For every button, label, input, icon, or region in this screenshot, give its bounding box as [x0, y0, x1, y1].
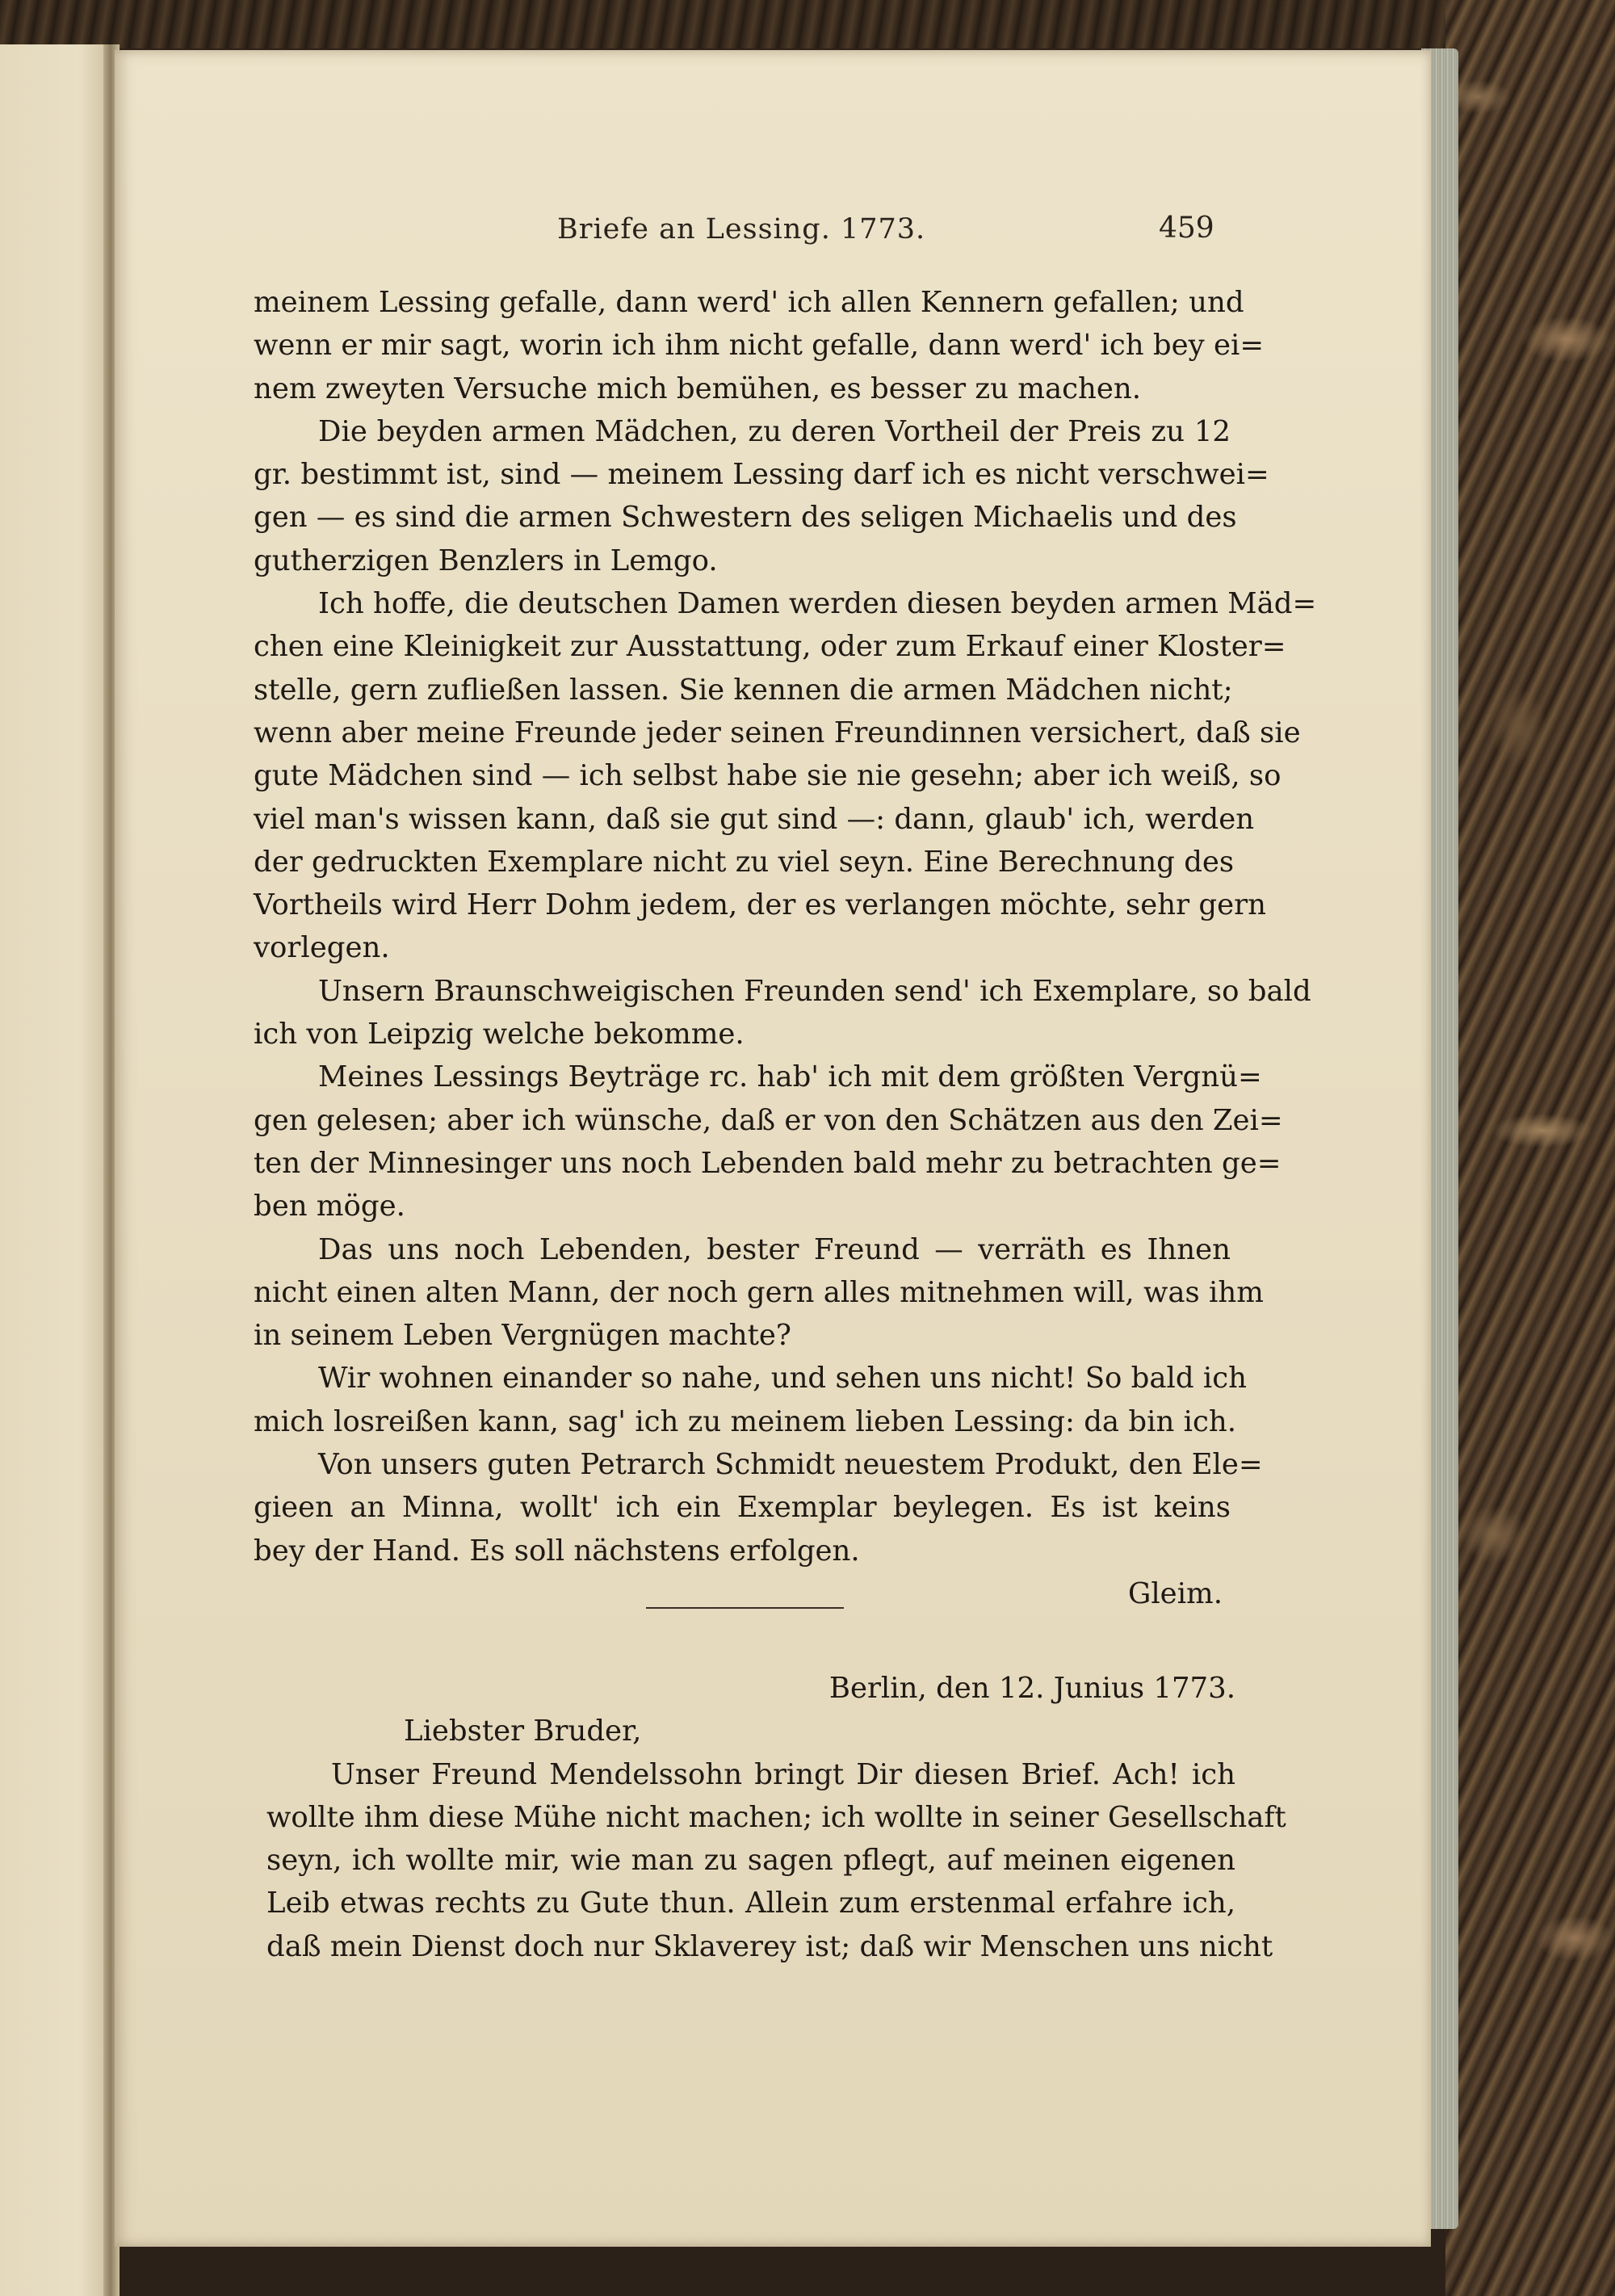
facing-page — [0, 44, 113, 2296]
text-line: gutherzigen Benzlers in Lemgo. — [254, 544, 718, 577]
text-line: nicht einen alten Mann, der noch gern alles mitnehmen will, was ihm — [254, 1275, 1264, 1309]
text-line: Unser Freund Mendelssohn bringt Dir diesen Brief. Ach! ich — [331, 1757, 1235, 1791]
text-line: wenn er mir sagt, worin ich ihm nicht gefalle, dann werd' ich bey ei= — [254, 329, 1265, 363]
text-line: Von unsers guten Petrarch Schmidt neuestem Produkt, den Ele= — [318, 1448, 1263, 1482]
text-line: gr. bestimmt ist, sind — meinem Lessing darf ich es nicht verschwei= — [254, 458, 1269, 492]
text-line: ben möge. — [254, 1190, 405, 1224]
text-line: wollte ihm diese Mühe nicht machen; ich wollte in seiner Gesellschaft — [266, 1800, 1286, 1834]
text-line: vorlegen. — [254, 931, 390, 965]
text-line: ich von Leipzig welche bekomme. — [254, 1018, 745, 1051]
text-line: Wir wohnen einander so nahe, und sehen uns nicht! So bald ich — [318, 1362, 1248, 1396]
place-date: Berlin, den 12. Junius 1773. — [828, 1672, 1235, 1705]
text-line: viel man's wissen kann, daß sie gut sind —: dann, glaub' ich, werden — [254, 802, 1255, 836]
text-line: Meines Lessings Beyträge rc. hab' ich mit dem größten Vergnü= — [318, 1060, 1262, 1094]
text-line: daß mein Dienst doch nur Sklaverey ist; daß wir Menschen uns nicht — [266, 1929, 1273, 1963]
text-line: seyn, ich wollte mir, wie man zu sagen pflegt, auf meinen eigenen — [266, 1844, 1235, 1878]
salutation: Liebster Bruder, — [404, 1715, 642, 1748]
page-number: 459 — [1159, 212, 1214, 245]
text-line: Das uns noch Lebenden, bester Freund — verräth es Ihnen — [318, 1232, 1231, 1266]
running-title: Briefe an Lessing. 1773. — [557, 213, 926, 246]
text-line: ten der Minnesinger uns noch Lebenden bald mehr zu betrachten ge= — [254, 1146, 1282, 1180]
text-line: meinem Lessing gefalle, dann werd' ich allen Kennern gefallen; und — [254, 286, 1244, 319]
section-divider — [646, 1607, 844, 1609]
text-line: gute Mädchen sind — ich selbst habe sie nie gesehn; aber ich weiß, so — [254, 759, 1282, 793]
text-line: Unsern Braunschweigischen Freunden send' ich Exemplare, so bald — [318, 974, 1311, 1008]
text-line: gen gelesen; aber ich wünsche, daß er von den Schätzen aus den Zei= — [254, 1103, 1283, 1137]
signature: Gleim. — [1127, 1576, 1223, 1610]
text-line: wenn aber meine Freunde jeder seinen Freundinnen versichert, daß sie — [254, 716, 1301, 749]
text-line: nem zweyten Versuche mich bemühen, es besser zu machen. — [254, 371, 1142, 405]
text-line: Leib etwas rechts zu Gute thun. Allein zum erstenmal erfahre ich, — [266, 1887, 1235, 1920]
text-line: in seinem Leben Vergnügen machte? — [254, 1319, 791, 1353]
marbled-cover-edge — [1445, 0, 1615, 2296]
text-line: gen — es sind die armen Schwestern des seligen Michaelis und des — [254, 501, 1237, 535]
text-line: bey der Hand. Es soll nächstens erfolgen. — [254, 1534, 860, 1568]
text-line: gieen an Minna, wollt' ich ein Exemplar beylegen. Es ist keins — [254, 1491, 1231, 1525]
text-line: Die beyden armen Mädchen, zu deren Vortheil der Preis zu 12 — [318, 414, 1231, 448]
letter-berlin-text — [266, 1667, 1286, 1968]
letter-gleim-text — [254, 281, 1317, 1615]
book-cover-top-edge — [0, 0, 1615, 48]
text-line: chen eine Kleinigkeit zur Ausstattung, oder zum Erkauf einer Kloster= — [254, 630, 1286, 664]
text-line: Vortheils wird Herr Dohm jedem, der es verlangen möchte, sehr gern — [254, 888, 1266, 922]
text-line: mich losreißen kann, sag' ich zu meinem lieben Lessing: da bin ich. — [254, 1404, 1236, 1438]
text-line: stelle, gern zufließen lassen. Sie kennen die armen Mädchen nicht; — [254, 673, 1233, 707]
text-line: der gedruckten Exemplare nicht zu viel seyn. Eine Berechnung des — [254, 845, 1235, 879]
text-line: Ich hoffe, die deutschen Damen werden diesen beyden armen Mäd= — [318, 587, 1317, 621]
